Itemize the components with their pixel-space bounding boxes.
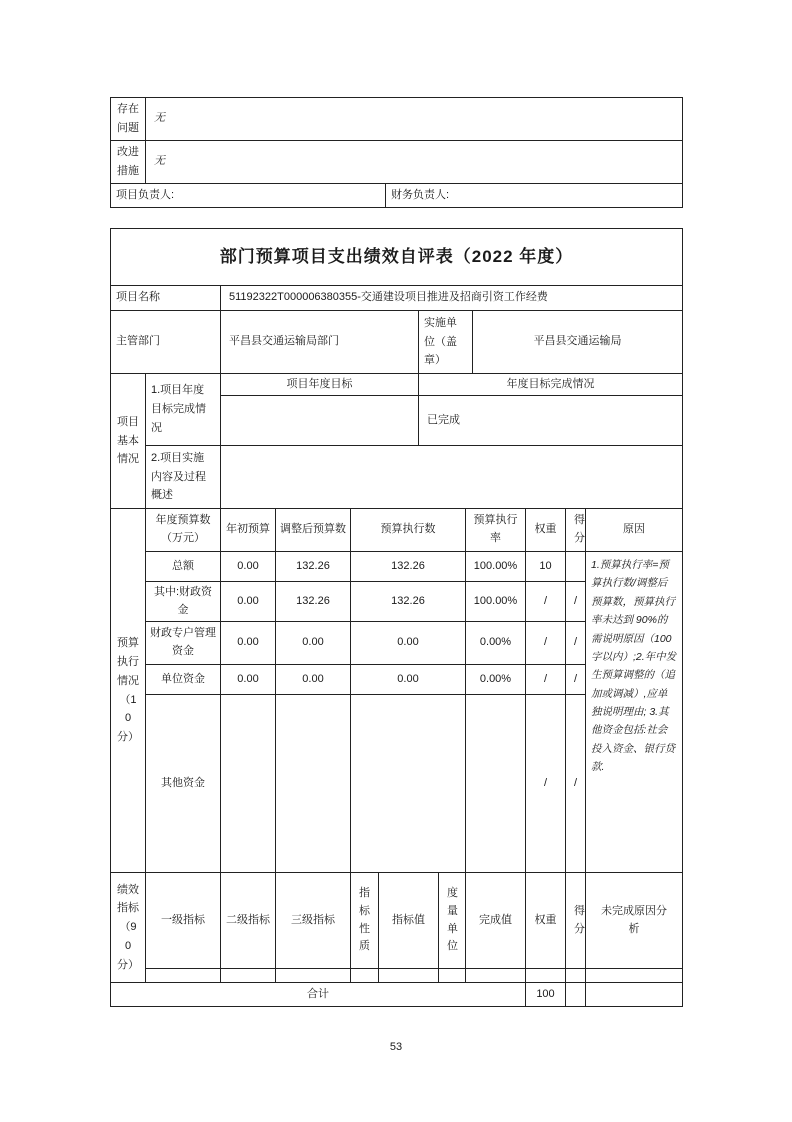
impl-unit-label: 实施单位（盖章）	[419, 311, 473, 374]
issues-label: 存在问题	[111, 98, 146, 141]
goal-row-label: 1.项目年度目标完成情况	[146, 374, 221, 446]
impl-row-label: 2.项目实施内容及过程概述	[146, 446, 221, 509]
completion-header: 年度目标完成情况	[419, 374, 683, 396]
budget-cell-weight: /	[526, 582, 566, 622]
perf-header-level2: 二级指标	[221, 873, 276, 969]
perf-empty-cell	[221, 969, 276, 983]
perf-empty-cell	[586, 969, 683, 983]
perf-empty-cell	[466, 969, 526, 983]
perf-empty-cell	[439, 969, 466, 983]
budget-cell-executed: 0.00	[351, 622, 466, 665]
basic-info-section-label: 项目基本情况	[111, 374, 146, 509]
perf-header-unit: 度量单位	[439, 873, 466, 969]
budget-row-name: 单位资金	[146, 665, 221, 695]
budget-table	[110, 508, 683, 873]
project-name-value: 51192322T000006380355-交通建设项目推进及招商引资工作经费	[221, 286, 683, 311]
budget-header-adjusted: 调整后预算数	[276, 509, 351, 552]
perf-header-level3: 三级指标	[276, 873, 351, 969]
perf-header-score: 得分	[566, 873, 586, 969]
budget-header-initial: 年初预算	[221, 509, 276, 552]
finance-leader-label: 财务负责人:	[386, 184, 683, 208]
eval-table-header-block	[110, 228, 683, 509]
table-row	[111, 311, 683, 374]
budget-row-name: 其中:财政资金	[146, 582, 221, 622]
performance-section-label: 绩效指标（90分）	[111, 873, 146, 983]
perf-empty-cell	[146, 969, 221, 983]
project-leader-label: 项目负责人:	[111, 184, 386, 208]
performance-table	[110, 872, 683, 1007]
budget-header-rate: 预算执行率	[466, 509, 526, 552]
budget-cell-rate: 0.00%	[466, 665, 526, 695]
budget-cell-rate: 0.00%	[466, 622, 526, 665]
table-row	[111, 286, 683, 311]
table-row	[111, 229, 683, 286]
budget-row-name: 总额	[146, 552, 221, 582]
budget-cell-adjusted	[276, 695, 351, 873]
perf-header-actual-value: 完成值	[466, 873, 526, 969]
budget-cell-score: /	[566, 622, 586, 665]
budget-cell-executed: 132.26	[351, 552, 466, 582]
budget-cell-adjusted: 132.26	[276, 582, 351, 622]
budget-header-reason: 原因	[586, 509, 683, 552]
impl-row-value	[221, 446, 683, 509]
budget-cell-adjusted: 132.26	[276, 552, 351, 582]
total-score	[566, 983, 586, 1007]
total-analysis	[586, 983, 683, 1007]
budget-reason-note: 1.预算执行率=预算执行数/调整后预算数，预算执行率未达到 90%的需说明原因（100 字以内）;2.年中发生预算调整的（追加或调减）,应单独说明理由; 3.其他资金包括:社会投入资金、银行贷款.	[586, 552, 683, 873]
table-row	[111, 552, 683, 582]
issues-table	[110, 97, 683, 208]
budget-header-score: 得分	[566, 509, 586, 552]
budget-cell-rate: 100.00%	[466, 582, 526, 622]
table-row	[111, 873, 683, 969]
perf-header-nature: 指标性质	[351, 873, 379, 969]
total-weight: 100	[526, 983, 566, 1007]
table-row	[111, 98, 683, 141]
budget-cell-weight: 10	[526, 552, 566, 582]
perf-header-level1: 一级指标	[146, 873, 221, 969]
budget-cell-score	[566, 552, 586, 582]
page-title: 部门预算项目支出绩效自评表（2022 年度）	[111, 229, 683, 286]
table-row	[111, 509, 683, 552]
table-row	[111, 983, 683, 1007]
budget-cell-initial: 0.00	[221, 622, 276, 665]
improvements-value: 无	[146, 141, 683, 184]
budget-cell-initial: 0.00	[221, 665, 276, 695]
table-row	[111, 374, 683, 396]
perf-empty-cell	[526, 969, 566, 983]
perf-empty-cell	[379, 969, 439, 983]
table-row	[111, 446, 683, 509]
project-name-label: 项目名称	[111, 286, 221, 311]
impl-unit-value: 平昌县交通运输局	[473, 311, 683, 374]
perf-header-analysis: 未完成原因分析	[586, 873, 683, 969]
budget-header-executed: 预算执行数	[351, 509, 466, 552]
budget-row-name: 财政专户管理资金	[146, 622, 221, 665]
budget-header-annual: 年度预算数（万元）	[146, 509, 221, 552]
table-row	[111, 141, 683, 184]
annual-goal-value	[221, 396, 419, 446]
budget-cell-weight: /	[526, 622, 566, 665]
budget-cell-score: /	[566, 695, 586, 873]
perf-empty-cell	[276, 969, 351, 983]
completion-value: 已完成	[419, 396, 683, 446]
page-number: 53	[389, 1041, 403, 1053]
budget-row-name: 其他资金	[146, 695, 221, 873]
annual-goal-header: 项目年度目标	[221, 374, 419, 396]
budget-cell-adjusted: 0.00	[276, 665, 351, 695]
total-label: 合计	[111, 983, 526, 1007]
table-row	[111, 184, 683, 208]
budget-section-label: 预算执行情况（10分）	[111, 509, 146, 873]
budget-cell-rate: 100.00%	[466, 552, 526, 582]
department-label: 主管部门	[111, 311, 221, 374]
perf-empty-cell	[351, 969, 379, 983]
budget-cell-executed	[351, 695, 466, 873]
perf-header-target-value: 指标值	[379, 873, 439, 969]
budget-cell-score: /	[566, 582, 586, 622]
perf-empty-cell	[566, 969, 586, 983]
budget-cell-weight: /	[526, 665, 566, 695]
budget-cell-rate	[466, 695, 526, 873]
budget-cell-weight: /	[526, 695, 566, 873]
budget-cell-executed: 132.26	[351, 582, 466, 622]
budget-cell-initial	[221, 695, 276, 873]
budget-cell-adjusted: 0.00	[276, 622, 351, 665]
department-value: 平昌县交通运输局部门	[221, 311, 419, 374]
perf-header-weight: 权重	[526, 873, 566, 969]
table-row	[111, 969, 683, 983]
budget-cell-executed: 0.00	[351, 665, 466, 695]
improvements-label: 改进措施	[111, 141, 146, 184]
budget-header-weight: 权重	[526, 509, 566, 552]
budget-cell-initial: 0.00	[221, 552, 276, 582]
budget-cell-score: /	[566, 665, 586, 695]
issues-value: 无	[146, 98, 683, 141]
budget-cell-initial: 0.00	[221, 582, 276, 622]
